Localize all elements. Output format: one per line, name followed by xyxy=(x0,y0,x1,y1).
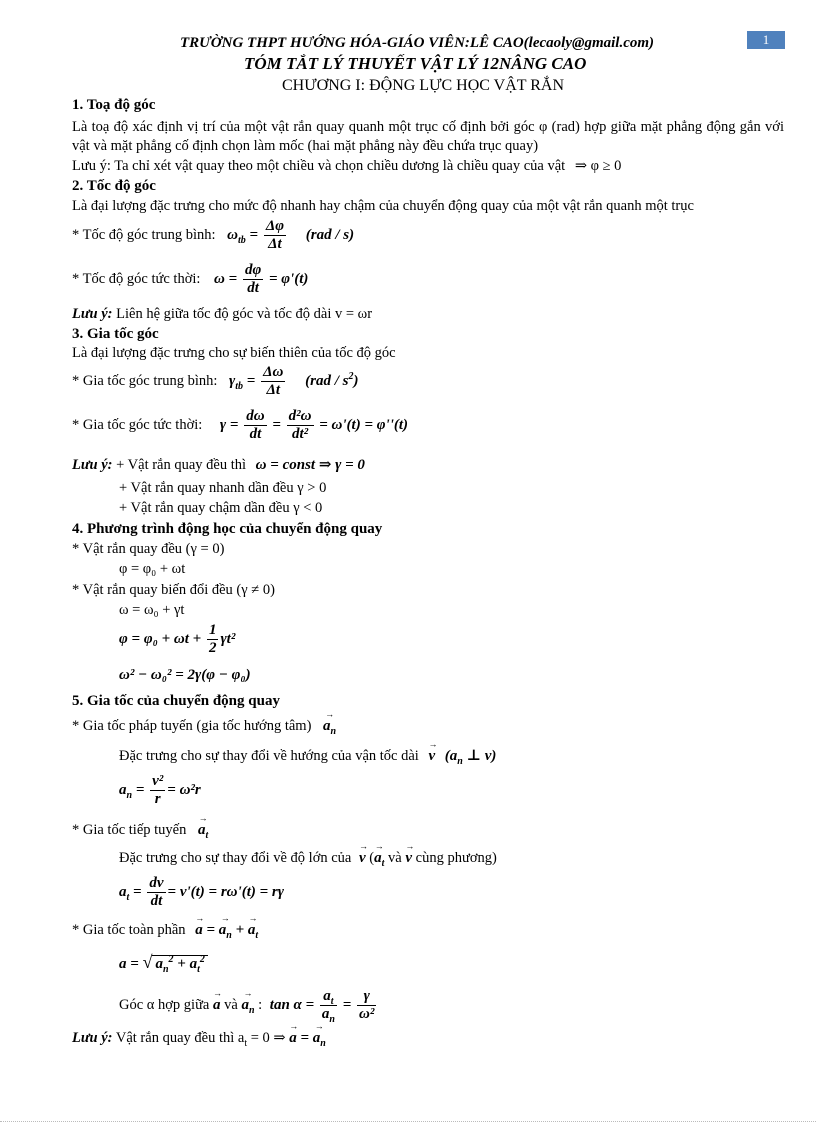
angle-num1: a xyxy=(323,988,331,1004)
variable-rotation-eq1: ω = ω₀ + γt xyxy=(119,602,185,618)
section-3-heading: 3. Gia tốc góc xyxy=(72,326,159,342)
avg-angular-velocity-label: * Tốc độ góc trung bình: xyxy=(72,227,216,243)
inst-angular-accel-label: * Gia tốc góc tức thời: xyxy=(72,417,203,433)
inst-angular-velocity xyxy=(72,262,308,297)
angle-text-3: : xyxy=(258,997,263,1013)
inst-angular-accel-formula: γ = $\frac{d\omega}{dt}$ = $\frac{\text{d²ω}}{\text{dt²}}$ = ω'(t) = φ''(t) xyxy=(219,408,409,442)
section-1-text: Là toạ độ xác định vị trí của một vật rắn quay quanh một trục cố định bởi góc φ (rad) hợp giữa mặt phẳng động gắn với vật và mặt phẳng cố định chọn làm mốc (hai mặt phẳng này đều chứa trục quay) xyxy=(72,119,784,154)
avg-angular-velocity xyxy=(72,218,354,253)
uniform-rotation: * Vật rắn quay đều (γ = 0) xyxy=(72,541,225,557)
avg-angular-velocity-formula: $\omega_{tb}$ = $\frac{\Delta\varphi}{\Delta t}$ (rad / s) xyxy=(227,218,355,252)
tan-eq-den: dt xyxy=(150,893,163,909)
inst-angular-velocity-label: * Tốc độ góc tức thời: xyxy=(72,271,201,287)
var-eq2-num: 1 xyxy=(208,622,217,638)
variable-rotation-eq3: ω² − ω₀² = 2γ(φ − φ₀) xyxy=(119,667,251,683)
inst-angular-accel xyxy=(72,408,408,443)
avg-g-symbol: γ xyxy=(229,372,236,389)
normal-accel-desc-text: Đặc trưng cho sự thay đổi về hướng của vận tốc dài xyxy=(119,748,419,764)
normal-accel-desc-perp: ⊥ v) xyxy=(466,748,497,764)
var-eq2-den: 2 xyxy=(208,640,217,656)
section-1-note xyxy=(72,158,621,175)
section-2-note-label: Lưu ý: xyxy=(72,306,113,322)
total-accel-label: * Gia tốc toàn phần xyxy=(72,922,186,938)
inst-g-rhs: = ω'(t) = φ''(t) xyxy=(319,416,409,433)
avg-angular-accel-formula: $\gamma_{tb}$ = $\frac{\Delta\omega}{\Delta t}$ $(rad / s^2)$ xyxy=(229,364,359,398)
total-accel-magnitude: a = √ $a_n^2 + a_t^2$ xyxy=(119,952,208,973)
avg-w-unit: (rad / s) xyxy=(305,226,355,243)
tangential-desc-1: Đặc trưng cho sự thay đổi về độ lớn của xyxy=(119,850,352,866)
angle-tan-lhs: tan α = xyxy=(269,996,315,1013)
normal-eq-a: a xyxy=(119,782,127,798)
angle-text-1: Góc α hợp giữa xyxy=(119,997,210,1013)
tangential-accel-desc: Đặc trưng cho sự thay đổi về độ lớn của → v (→ $a_t$ và → v cùng phương) xyxy=(119,850,497,867)
section-3-text: Là đại lượng đặc trưng cho sự biến thiên của tốc độ góc xyxy=(72,345,396,361)
total-accel xyxy=(72,922,258,939)
normal-accel-label: * Gia tốc pháp tuyến (gia tốc hướng tâm) xyxy=(72,718,312,734)
section-5-note-text2: = 0 ⇒ xyxy=(250,1030,286,1046)
section-2-text: Là đại lượng đặc trưng cho mức độ nhanh hay chậm của chuyển động quay của một vật rắn quanh một trục xyxy=(72,198,694,214)
avg-g-unit-exp: 2 xyxy=(348,370,354,382)
tangential-accel-sub: t xyxy=(205,830,209,841)
section-3-note-label: Lưu ý: xyxy=(72,457,113,473)
page-bottom-rule xyxy=(0,1121,816,1122)
avg-w-symbol: ω xyxy=(227,226,238,243)
chapter-title: CHƯƠNG I: ĐỘNG LỰC HỌC VẬT RẮN xyxy=(282,77,565,94)
uniform-rotation-eq: φ = φ₀ + ωt xyxy=(119,561,186,577)
normal-accel-sub: n xyxy=(330,726,337,737)
inst-w-lhs: ω = xyxy=(214,270,238,287)
avg-w-den: Δt xyxy=(268,236,282,252)
document-title: TÓM TẮT LÝ THUYẾT VẬT LÝ 12NÂNG CAO xyxy=(244,54,587,73)
section-1-note-formula: ⇒ φ ≥ 0 xyxy=(574,158,622,174)
normal-eq-den: r xyxy=(154,791,161,807)
avg-angular-accel xyxy=(72,364,358,399)
section-3-note-2: + Vật rắn quay nhanh dần đều γ > 0 xyxy=(119,480,327,496)
avg-w-sub: tb xyxy=(238,234,246,246)
total-accel-eq: → a = → $a_n$ + → $a_t$ xyxy=(195,922,258,938)
normal-accel-a: a xyxy=(323,718,331,734)
normal-accel-desc-an: (a xyxy=(444,748,458,764)
section-5-heading: 5. Gia tốc của chuyển động quay xyxy=(72,693,280,709)
inst-g-num2: d²ω xyxy=(288,408,312,424)
tangential-accel-symbol xyxy=(198,822,208,839)
angle-num2: γ xyxy=(357,988,376,1006)
inst-g-den1: dt xyxy=(249,426,262,442)
angle-den1: a xyxy=(321,1006,330,1022)
tan-eq-a: a xyxy=(119,884,127,900)
avg-w-num: Δφ xyxy=(265,218,285,234)
var-eq2-rhs: γt² xyxy=(220,631,236,647)
section-2-note-text: Liên hệ giữa tốc độ góc và tốc độ dài v = ωr xyxy=(116,306,373,322)
inst-w-num: dφ xyxy=(244,262,262,278)
inst-g-num1: dω xyxy=(246,408,265,424)
section-5-note: Lưu ý: Vật rắn quay đều thì $a_t = 0$ ⇒ → a = → $a_n$ xyxy=(72,1030,326,1047)
normal-accel-symbol xyxy=(323,718,336,735)
tangential-accel-a: a xyxy=(197,822,206,838)
tangential-accel-eq: $a_t$ = $\frac{dv}{dt}$ = v'(t) = rω'(t) = rγ xyxy=(119,875,284,909)
tangential-desc-3: và xyxy=(388,850,402,866)
avg-g-num: Δω xyxy=(263,364,284,380)
total-mag-lhs: a = xyxy=(119,956,143,972)
tangential-desc-v: → v xyxy=(359,850,366,867)
inst-w-den: dt xyxy=(247,280,259,296)
normal-eq-rhs: = ω²r xyxy=(167,782,201,798)
tangential-accel xyxy=(72,822,208,839)
section-1-heading: 1. Toạ độ góc xyxy=(72,97,156,113)
section-3-note-line1: + Vật rắn quay đều thì xyxy=(116,457,247,473)
section-4-heading: 4. Phương trình động học của chuyển động quay xyxy=(72,521,383,537)
section-3-note-3: + Vật rắn quay chậm dần đều γ < 0 xyxy=(119,500,323,516)
normal-accel-desc-v: → v xyxy=(428,748,435,765)
page-number: 1 xyxy=(747,31,785,49)
inst-g-lhs: γ = xyxy=(219,416,239,433)
var-eq2-lhs: φ = φ₀ + ωt + xyxy=(119,631,202,647)
variable-rotation-eq2 xyxy=(119,622,235,657)
section-5-note-label: Lưu ý: xyxy=(72,1030,113,1046)
normal-accel-desc: Đặc trưng cho sự thay đổi về hướng của vận tốc dài → v ($a_n$ ⊥ v) xyxy=(119,746,496,765)
inst-angular-velocity-formula xyxy=(214,262,308,297)
header-school: TRƯỜNG THPT HƯỚNG HÓA-GIÁO VIÊN:LÊ CAO(lecaoly@gmail.com) xyxy=(180,35,655,51)
tangential-desc-2: ( xyxy=(369,850,375,866)
section-2-note xyxy=(72,306,372,323)
normal-accel-eq: $a_n$ = $\frac{\text{v²}}{r}$ = ω²r xyxy=(119,773,201,807)
angle-den2: ω² xyxy=(359,1006,375,1022)
tan-eq-rhs: = v'(t) = rω'(t) = rγ xyxy=(167,884,284,900)
section-3-note-1 xyxy=(72,455,365,474)
section-1-note-text: Lưu ý: Ta chỉ xét vật quay theo một chiều và chọn chiều dương là chiều quay của vật xyxy=(72,158,566,174)
tangential-desc-4: cùng phương) xyxy=(415,850,497,866)
avg-g-den: Δt xyxy=(266,382,281,398)
avg-g-sub: tb xyxy=(235,380,244,392)
avg-g-unit: (rad / s xyxy=(305,372,349,389)
variable-rotation: * Vật rắn quay biến đổi đều (γ ≠ 0) xyxy=(72,582,275,598)
normal-accel xyxy=(72,718,336,735)
inst-w-rhs: = φ'(t) xyxy=(268,270,309,287)
section-3-note-formula1: ω = const ⇒ γ = 0 xyxy=(255,457,365,473)
angle-text-2: và xyxy=(224,997,238,1013)
tangential-accel-label: * Gia tốc tiếp tuyến xyxy=(72,822,187,838)
section-5-note-text: Vật rắn quay đều thì a xyxy=(115,1030,245,1046)
tan-eq-num: dv xyxy=(149,875,164,891)
angle-tan-formula: tan α = $\frac{a_t}{a_n}$ = $\frac{\gamma}{\text{ω²}}$ xyxy=(269,988,375,1025)
normal-eq-num: v² xyxy=(152,773,164,789)
section-2-heading: 2. Tốc độ góc xyxy=(72,178,156,194)
inst-g-den2: dt² xyxy=(291,426,309,442)
angle-alpha: Góc α hợp giữa → a và → $a_n$ : tan α = $\frac{a_t}{a_n}$ = $\frac{\gamma}{\text{ω²}}$ xyxy=(119,988,378,1023)
avg-angular-accel-label: * Gia tốc góc trung bình: xyxy=(72,373,218,389)
